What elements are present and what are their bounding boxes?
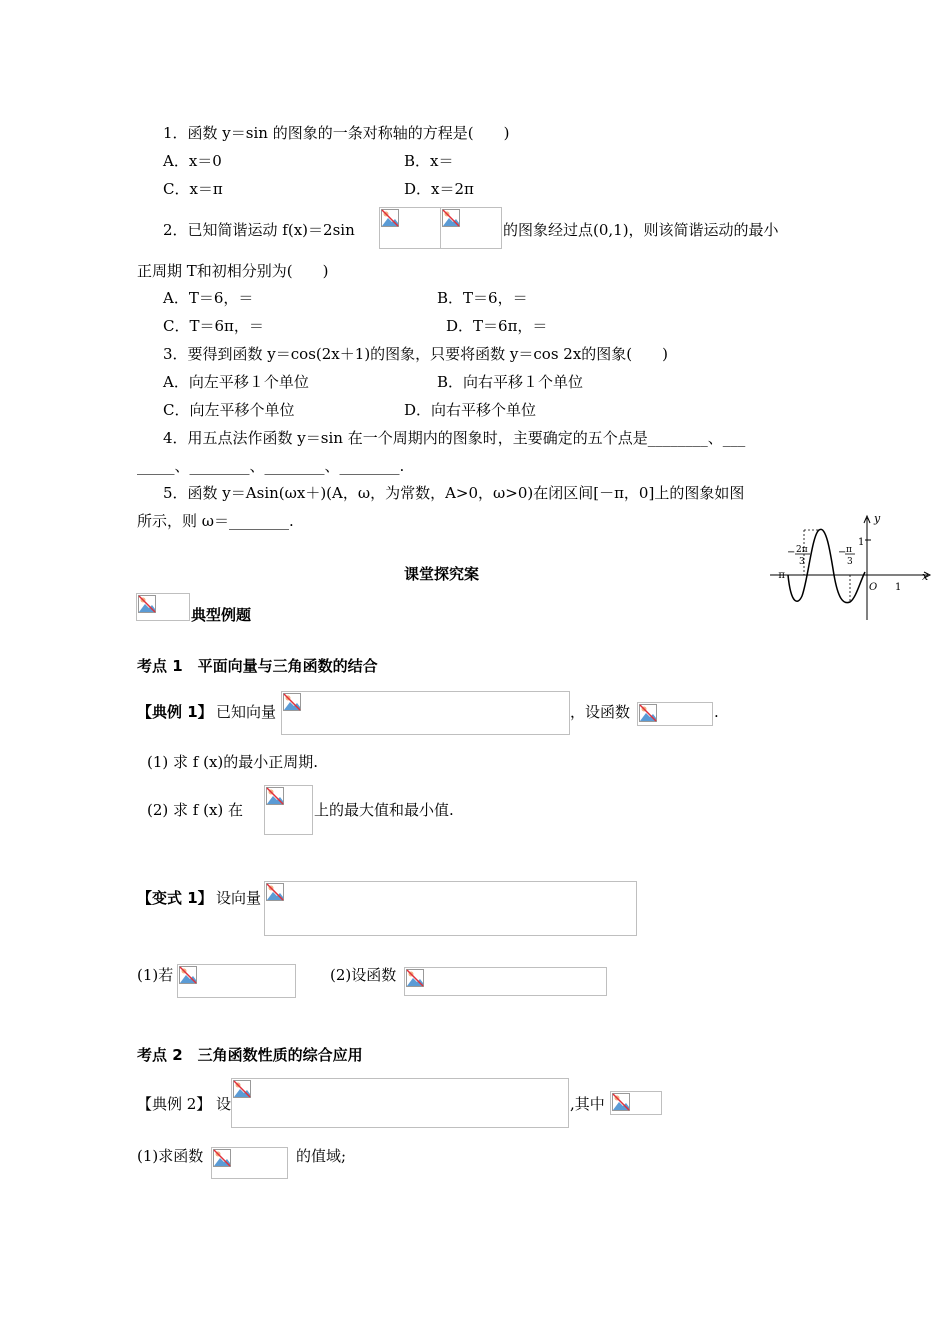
- example-1-part-1: (1) 求 f (x)的最小正周期.: [147, 753, 319, 771]
- example-1-part-2-post: 上的最大值和最小值.: [314, 801, 454, 819]
- q1-option-d: D．x＝2π: [404, 180, 474, 198]
- sine-graph-figure: [768, 510, 933, 625]
- x-tick-label-1: 1: [895, 582, 902, 593]
- broken-image-formula: [379, 207, 441, 249]
- q2-text-line2: 正周期 T和初相分别为( ): [137, 262, 329, 280]
- kaodian-1-heading: 考点 1 平面向量与三角函数的结合: [137, 657, 378, 675]
- broken-image-formula: [264, 785, 313, 835]
- q2-text-pre: 2．已知简谐运动 f(x)＝2sin: [163, 221, 355, 239]
- typical-examples-heading: 典型例题: [191, 606, 252, 624]
- variant-1-label: 【变式 1】: [137, 889, 213, 907]
- broken-image-formula: [404, 967, 607, 996]
- q4-text-line2: _____、________、________、________.: [137, 457, 405, 475]
- q1-text: 1．函数 y＝sin 的图象的一条对称轴的方程是( ): [163, 124, 510, 142]
- x-tick-label-neg-pi: −π: [770, 570, 785, 581]
- broken-image-formula: [637, 702, 713, 726]
- q2-option-c: C．T＝6π，＝: [163, 317, 264, 335]
- broken-image-formula: [281, 691, 570, 735]
- x-axis-label: x: [922, 570, 929, 583]
- variant-1-text-pre: 设向量: [216, 889, 262, 907]
- broken-image-icon: [612, 1093, 630, 1111]
- q2-option-d: D．T＝6π，＝: [446, 317, 548, 335]
- origin-label: O: [869, 582, 878, 593]
- broken-image-formula: [264, 881, 637, 936]
- example-2-part-1-post: 的值域;: [296, 1147, 347, 1165]
- q3-option-b: B．向右平移１个单位: [437, 373, 584, 391]
- q5-text-line2: 所示，则 ω＝________.: [137, 512, 294, 530]
- broken-image-icon: [213, 1149, 231, 1167]
- broken-image-icon: [639, 704, 657, 722]
- broken-image-formula: [211, 1147, 288, 1179]
- broken-image-icon: [266, 883, 284, 901]
- example-2-part-1-pre: (1)求函数: [137, 1147, 204, 1165]
- frac-pi3-minus: −: [838, 547, 847, 558]
- q2-text-post: 的图象经过点(0,1)，则该简谐运动的最小: [503, 221, 779, 239]
- example-1-text-mid: ，设函数: [570, 703, 631, 721]
- q1-option-c: C．x＝π: [163, 180, 223, 198]
- example-1-text-pre: 已知向量: [216, 703, 277, 721]
- broken-image-formula: [440, 207, 502, 249]
- broken-image-formula: [231, 1078, 569, 1128]
- broken-image-formula: [177, 964, 296, 998]
- broken-image-banner: [136, 593, 190, 621]
- broken-image-icon: [283, 693, 301, 711]
- q5-text-line1: 5．函数 y＝Asin(ωx＋)(A，ω，为常数，A>0，ω>0)在闭区间[－π，0]上的图象如图: [163, 484, 745, 502]
- q2-option-a: A．T＝6，＝: [163, 289, 254, 307]
- frac-2pi3-numerator: 2π: [796, 545, 808, 555]
- broken-image-icon: [179, 966, 197, 984]
- example-2-text-mid: ,其中: [570, 1095, 605, 1113]
- variant-1-part-2: (2)设函数: [330, 966, 397, 984]
- q3-text: 3．要得到函数 y＝cos(2x＋1)的图象，只要将函数 y＝cos 2x的图象( ): [163, 345, 669, 363]
- broken-image-formula: [610, 1091, 662, 1115]
- q1-option-b: B．x＝: [404, 152, 454, 170]
- broken-image-icon: [381, 209, 399, 227]
- broken-image-icon: [442, 209, 460, 227]
- example-2-label: 【典例 2】: [137, 1095, 212, 1113]
- q1-option-a: A．x＝0: [163, 152, 222, 170]
- example-1-label: 【典例 1】: [137, 703, 213, 721]
- frac-pi3-denominator: 3: [847, 557, 853, 567]
- y-tick-label-1: 1: [858, 537, 865, 548]
- example-1-part-2-pre: (2) 求 f (x) 在: [147, 801, 244, 819]
- frac-2pi3-denominator: 3: [799, 557, 805, 567]
- q3-option-d: D．向右平移个单位: [404, 401, 537, 419]
- broken-image-icon: [233, 1080, 251, 1098]
- y-axis-label: y: [874, 512, 881, 525]
- example-2-text-pre: 设: [216, 1095, 232, 1113]
- broken-image-icon: [138, 595, 156, 613]
- q4-text-line1: 4．用五点法作函数 y＝sin 在一个周期内的图象时，主要确定的五个点是________、___: [163, 429, 746, 447]
- broken-image-icon: [266, 787, 284, 805]
- frac-pi3-numerator: π: [846, 545, 852, 555]
- q3-option-a: A．向左平移１个单位: [163, 373, 309, 391]
- q2-option-b: B．T＝6，＝: [437, 289, 528, 307]
- example-1-text-end: .: [714, 703, 719, 721]
- variant-1-part-1: (1)若: [137, 966, 174, 984]
- broken-image-icon: [406, 969, 424, 987]
- frac-2pi3-minus: −: [787, 547, 796, 558]
- q3-option-c: C．向左平移个单位: [163, 401, 295, 419]
- section-title: 课堂探究案: [404, 565, 480, 583]
- kaodian-2-heading: 考点 2 三角函数性质的综合应用: [137, 1046, 363, 1064]
